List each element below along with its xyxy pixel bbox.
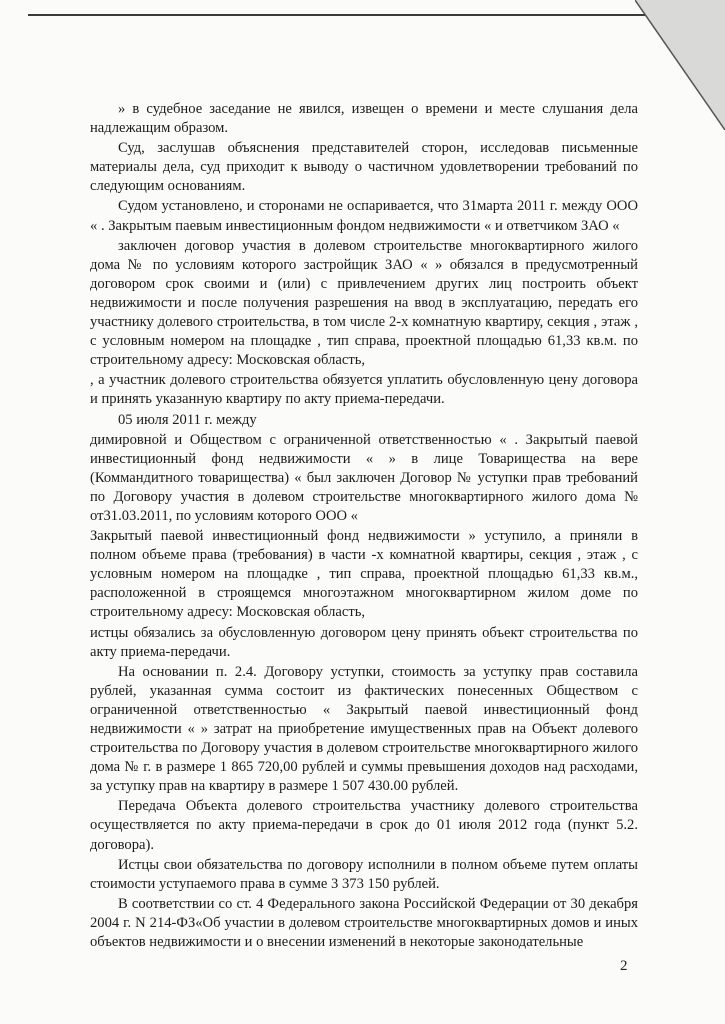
scan-corner-shadow: [635, 0, 725, 130]
page-number: 2: [620, 958, 628, 974]
document-body: [90, 100, 638, 953]
paragraph: Суд, заслушав объяснения представителей сторон, исследовав письменные материалы дела, суд приходит к выводу о частичном удовлетворении требований по следующим основаниям.: [90, 140, 638, 195]
paragraph: истцы обязались за обусловленную договором цену принять объект строительства по акту приема-передачи.: [90, 624, 638, 660]
paragraph: димировной и Обществом с ограниченной ответственностью « . Закрытый паевой инвестиционный фонд недвижимости « » в лице Товарищества на вере (Коммандитного товарищества) « был заключен Договор № уступки прав требований по Договору участия в долевом строительстве многоквартирного жилого дома № от31.03.2011, по условиям которого ООО «: [90, 431, 638, 524]
paragraph: Судом установлено, и сторонами не оспаривается, что 31марта 2011 г. между ООО « . Закрытым паевым инвестиционным фондом недвижимости « и ответчиком ЗАО «: [90, 198, 638, 234]
paragraph: Истцы свои обязательства по договору исполнили в полном объеме путем оплаты стоимости уступаемого права в сумме 3 373 150 рублей.: [90, 856, 638, 892]
paragraph: , а участник долевого строительства обязуется уплатить обусловленную цену договора и принять указанную квартиру по акту приема-передачи.: [90, 372, 638, 408]
paragraph: 05 июля 2011 г. между: [118, 411, 257, 428]
paragraph: Передача Объекта долевого строительства участнику долевого строительства осуществляется по акту приема-передачи в срок до 01 июля 2012 года (пункт 5.2. договора).: [90, 798, 638, 853]
paragraph: » в судебное заседание не явился, извещен о времени и месте слушания дела надлежащим образом.: [90, 101, 638, 137]
paragraph: заключен договор участия в долевом строительстве многоквартирного жилого дома № по условиям которого застройщик ЗАО « » обязался в предусмотренный договором срок своими и (или) с привлечением других лиц построить объект недвижимости и после получения разрешения на ввод в эксплуатацию, передать его участнику долевого строительства, в том числе 2-х комнатную квартиру, секция , этаж , с условным номером на площадке , тип справа, проектной площадью 61,33 кв.м. по строительному адресу: Московская область,: [90, 237, 638, 369]
paragraph: В соответствии со ст. 4 Федерального закона Российской Федерации от 30 декабря 2004 г. N 214-ФЗ«Об участии в долевом строительстве многоквартирных домов и иных объектов недвижимости и о внесении изменений в некоторые законодательные: [90, 895, 638, 951]
scan-top-border: [28, 14, 668, 16]
paragraph: На основании п. 2.4. Договору уступки, стоимость за уступку прав составила рублей, указанная сумма состоит из фактических понесенных Обществом с ограниченной ответственностью « Закрытый паевой инвестиционный фонд недвижимости « » затрат на приобретение имущественных прав на Объект долевого строительства по Договору участия в долевом строительстве многоквартирного жилого дома № г. в размере 1 865 720,00 рублей и суммы превышения доходов над расходами, за уступку прав на квартиру в размере 1 507 430.00 рублей.: [90, 663, 638, 795]
paragraph: Закрытый паевой инвестиционный фонд недвижимости » уступило, а приняли в полном объеме права (требования) в части -х комнатной квартиры, секция , этаж , с условным номером на площадке , тип справа, проектной площадью 61,33 кв.м., расположенной в строящемся многоэтажном многоквартирном жилом доме по строительному адресу: Московская область,: [90, 528, 638, 621]
